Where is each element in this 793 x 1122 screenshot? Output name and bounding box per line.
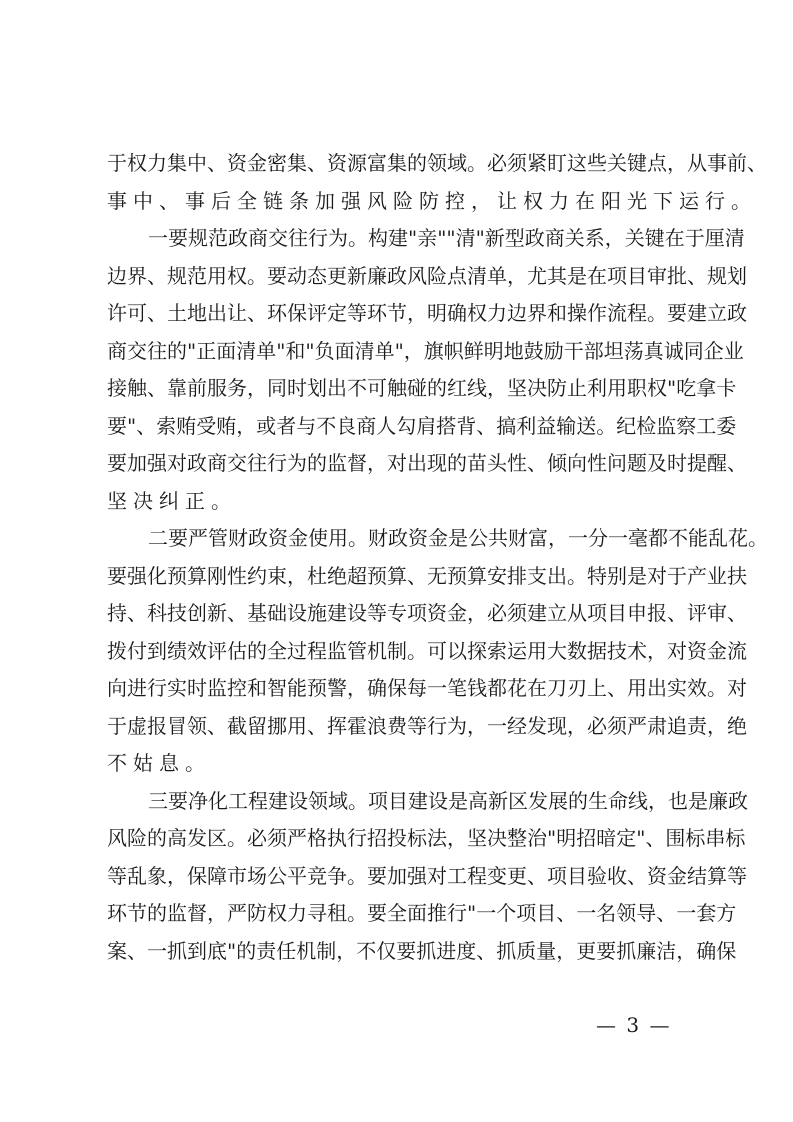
text-line: 不姑息。 [107,751,211,775]
text-line: 商交往的"正面清单"和"负面清单"，旗帜鲜明地鼓励干部坦荡真诚同企业 [107,339,744,363]
text-line: 等乱象，保障市场公平竞争。要加强对工程变更、项目验收、资金结算等 [107,864,747,888]
page-number: — 3 — [596,1013,672,1037]
text-line: 案、一抓到底"的责任机制，不仅要抓进度、抓质量，更要抓廉洁，确保 [107,939,737,963]
text-line: 事中、事后全链条加强风险防控，让权力在阳光下运行。 [107,189,757,213]
text-line: 边界、规范用权。要动态更新廉政风险点清单，尤其是在项目审批、规划 [107,264,747,288]
text-line: 许可、土地出让、环保评定等环节，明确权力边界和操作流程。要建立政 [107,301,747,325]
paragraph-first-line: 三要净化工程建设领域。项目建设是高新区发展的生命线，也是廉政 [148,789,748,813]
text-line: 接触、靠前服务，同时划出不可触碰的红线，坚决防止利用职权"吃拿卡 [107,376,737,400]
text-line: 要强化预算刚性约束，杜绝超预算、无预算安排支出。特别是对于产业扶 [107,564,747,588]
paragraph-first-line: 一要规范政商交往行为。构建"亲""清"新型政商关系，关键在于厘清 [148,226,745,250]
text-line: 坚决纠正。 [107,489,237,513]
text-line: 风险的高发区。必须严格执行招投标法，坚决整治"明招暗定"、围标串标 [107,826,746,850]
text-line: 要加强对政商交往行为的监督，对出现的苗头性、倾向性问题及时提醒、 [107,451,747,475]
text-line: 持、科技创新、基础设施建设等专项资金，必须建立从项目申报、评审、 [107,601,747,625]
text-line: 环节的监督，严防权力寻租。要全面推行"一个项目、一名领导、一套方 [107,901,737,925]
text-line: 于虚报冒领、截留挪用、挥霍浪费等行为，一经发现，必须严肃追责，绝 [107,714,747,738]
text-line: 于权力集中、资金密集、资源富集的领域。必须紧盯这些关键点，从事前、 [107,151,767,175]
paragraph-first-line: 二要严管财政资金使用。财政资金是公共财富，一分一毫都不能乱花。 [148,526,768,550]
text-line: 向进行实时监控和智能预警，确保每一笔钱都花在刀刃上、用出实效。对 [107,676,747,700]
text-line: 要"、索贿受贿，或者与不良商人勾肩搭背、搞利益输送。纪检监察工委 [107,414,737,438]
text-line: 拨付到绩效评估的全过程监管机制。可以探索运用大数据技术，对资金流 [107,639,747,663]
